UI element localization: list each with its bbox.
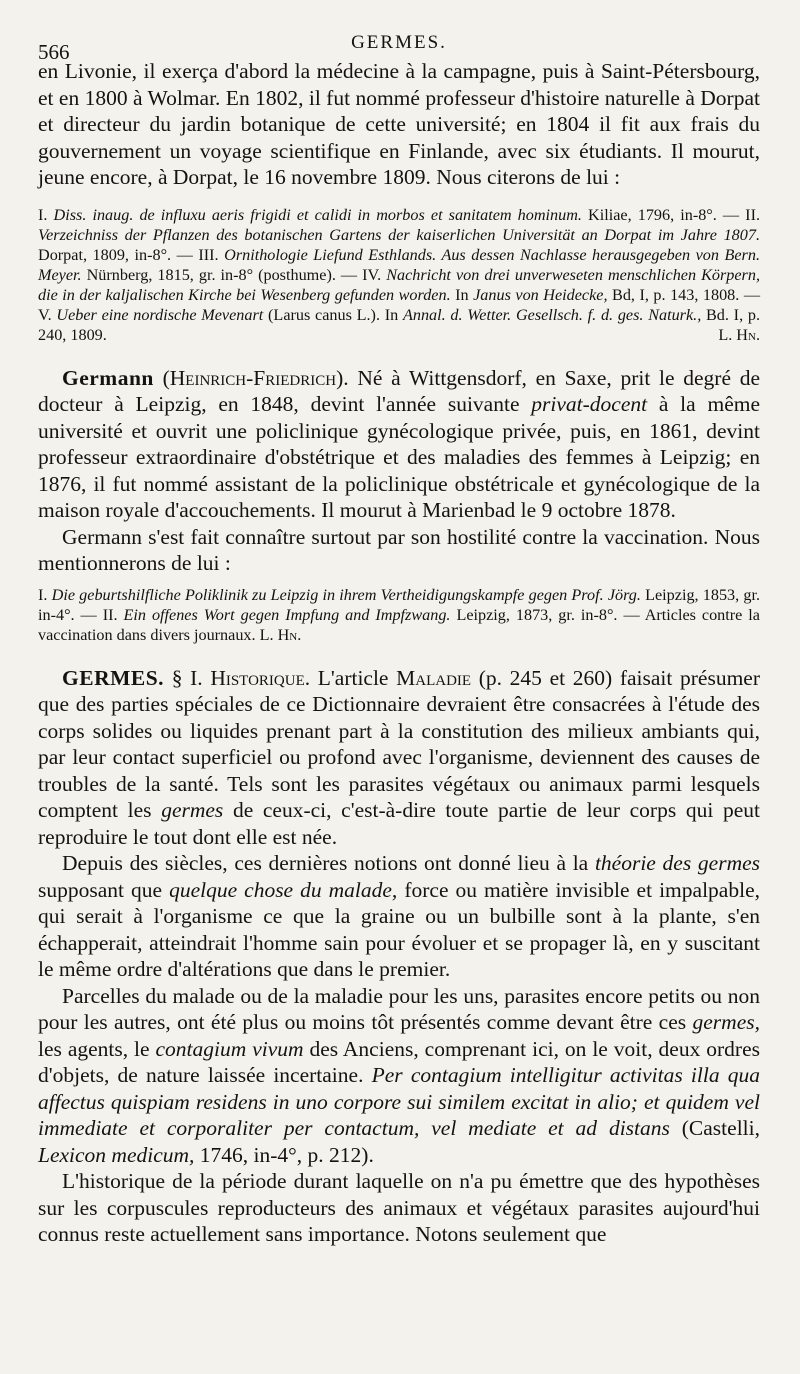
bibliography-first-segment: Ueber eine nordische Mevenart	[56, 305, 264, 324]
germes-italic-1: germes	[161, 798, 224, 822]
bibliography-first-segment: Janus von Heidecke,	[473, 285, 608, 304]
germes-text-1: L'article	[310, 665, 397, 690]
bibliography-first-segment: Dorpat, 1809, in-8°. — III.	[38, 245, 225, 264]
parcelles-text-2: les agents, le	[38, 1036, 156, 1061]
bibliography-first-segment: Annal. d. Wetter. Gesellsch. f. d. ges. Naturk.,	[402, 305, 702, 324]
running-head	[38, 28, 760, 64]
bibliography-first-segment: Kiliae, 1796, in-8°. — II.	[581, 205, 761, 224]
parcelles-text-3: des Anciens, comprenant ici, on le voit, deux ordres d'objets, de nature laissée incertaine.	[38, 1036, 760, 1087]
germes-text-2: (p. 245 et 260) faisait présumer que des parties spéciales de ce Dictionnaire devraient être consacrées à l'étude des corps solides ou liquides prenant part à la constitution des milieux ambiants qui, par leur contact superficiel ou profond avec l'organisme, deviennent des causes de troubles de la santé. Tels sont les parasites végétaux ou animaux parmi lesquels comptent les	[38, 665, 760, 822]
parcelles-latin-quote: Per contagium intelligitur activitas illa qua affectus quispiam residens in uno corpore sui similem excitat in alio; et quidem vel immediate et corporaliter per contactum, vel mediate et ad distans	[38, 1063, 760, 1140]
bibliography-germann-segment: Ein offenes Wort gegen Impfung and Impfzwang.	[123, 605, 451, 624]
theorie-text-1: Depuis des siècles, ces dernières notions ont donné lieu à la	[62, 851, 595, 875]
signature-first: L. Hn.	[718, 325, 760, 344]
theorie-italic-2: quelque chose du malade,	[169, 877, 398, 902]
entry-germann-text-2: à la même université et ouvrit une policlinique gynécologique privée, puis, en 1861, devint professeur extraordinaire d'obstétrique et des maladies des femmes à Leipzig; en 1876, il fut nommé assistant de la policlinique obstétricale et gynécologique de la maison royale d'accouchements. Il mourut à Marienbad le 9 octobre 1878.	[38, 392, 760, 522]
entry-head-germann: Germann	[62, 365, 154, 390]
entry-germes	[38, 665, 760, 851]
bibliography-first-segment: (Larus canus L.). In	[263, 305, 403, 324]
parcelles-text-1: Parcelles du malade ou de la maladie pour les uns, parasites encore petits ou non pour les autres, ont été plus ou moins tôt présentés comme devant être ces	[38, 983, 760, 1034]
germes-xref-maladie: Maladie	[396, 665, 472, 690]
paragraph-theorie	[38, 850, 760, 983]
entry-germann-italic: privat-docent	[531, 392, 648, 416]
page-number: 566	[38, 40, 70, 64]
section-heading-historique: § I. Historique.	[171, 665, 311, 690]
bibliography-first-segment: I.	[38, 205, 54, 224]
paragraph-historique: L'historique de la période durant laquelle on n'a pu émettre que des hypothèses sur les corpuscules reproducteurs des animaux et végétaux parasites aujourd'hui connus reste actuellement sans importance. Notons seulement que	[38, 1169, 760, 1246]
bibliography-germann-segment: Leipzig, 1873, gr. in-8°. — Articles contre la vaccination dans divers journaux.	[38, 605, 760, 644]
bibliography-germann	[38, 585, 760, 645]
parcelles-text-4: (Castelli,	[669, 1116, 760, 1140]
bibliography-first-segment: Diss. inaug. de influxu aeris frigidi et calidi in morbos et sanitatem hominum.	[53, 205, 582, 224]
bibliography-first-segment: Nachricht von drei unverweseten menschlichen Körpern, die in der kaljalischen Kirche bei Wesenberg gefunden worden.	[38, 265, 760, 304]
bibliography-first-text	[38, 206, 760, 344]
paragraph-livonie: en Livonie, il exerça d'abord la médecine à la campagne, puis à Saint-Pétersbourg, et en 1800 à Wolmar. En 1802, il fut nommé professeur d'histoire naturelle à Dorpat et directeur du jardin botanique de cette université; en 1804 il fit aux frais du gouvernement un voyage scientifique en Finlande, avec six étudiants. Il mourut, jeune encore, à Dorpat, le 16 novembre 1809. Nous citerons de lui :	[38, 59, 760, 189]
entry-germann	[38, 365, 760, 524]
bibliography-germann-segment: Leipzig, 1853, gr. in-4°. — II.	[38, 585, 761, 624]
paragraph-germann-hostility: Germann s'est fait connaître surtout par son hostilité contre la vaccination. Nous mentionnerons de lui :	[38, 524, 760, 575]
bibliography-germann-segment: Die geburtshilfliche Poliklinik zu Leipzig in ihrem Vertheidigungskampfe gegen Prof. Jörg.	[51, 585, 641, 604]
bibliography-germann-text	[38, 586, 760, 644]
germes-text-3: de ceux-ci, c'est-à-dire toute partie de leur corps qui peut reproduire le tout dont elle est née.	[38, 798, 760, 849]
bibliography-first-segment: Bd. I, p. 240, 1809.	[38, 305, 760, 344]
bibliography-first-segment: Ornithologie Liefund Esthlands. Aus dessen Nachlasse herausgegeben von Bern. Meyer.	[38, 245, 761, 284]
entry-head-germes: GERMES.	[62, 665, 165, 690]
entry-germann-text-1: Né à Wittgensdorf, en Saxe, prit le degré de docteur à Leipzig, en 1848, devint l'année suivante	[38, 365, 761, 416]
parcelles-text-5: 1746, in-4°, p. 212).	[194, 1142, 374, 1167]
paragraph-parcelles	[38, 983, 760, 1169]
bibliography-first	[38, 205, 760, 345]
bibliography-first-segment: Nürnberg, 1815, gr. in-8° (posthume). — IV.	[81, 265, 387, 284]
bibliography-germann-segment: I.	[38, 585, 52, 604]
bibliography-first-segment: Bd, I, p. 143, 1808. — V.	[38, 285, 761, 324]
signature-germann: L. Hn.	[259, 625, 302, 644]
entry-given-names: (Heinrich-Friedrich).	[162, 365, 349, 390]
parcelles-italic-1: germes,	[692, 1010, 760, 1034]
bibliography-first-segment: In	[450, 285, 474, 304]
running-title: GERMES.	[351, 32, 447, 53]
parcelles-italic-2: contagium vivum	[155, 1036, 304, 1061]
theorie-text-3: force ou matière invisible et impalpable, qui serait à l'organisme ce que la graine ou un bulbille sont à la plante, s'en échapperait, atteindrait l'homme sain pour évoluer et se propager là, en y suscitant le même ordre d'altérations que dans le premier.	[38, 877, 760, 981]
bibliography-first-segment: Verzeichniss der Pflanzen des botanischen Gartens der kaiserlichen Universität an Dorpat im Jahre 1807.	[38, 225, 760, 244]
theorie-italic-1: théorie des germes	[594, 851, 761, 875]
parcelles-italic-3: Lexicon medicum,	[38, 1142, 195, 1167]
theorie-text-2: supposant que	[38, 877, 170, 902]
